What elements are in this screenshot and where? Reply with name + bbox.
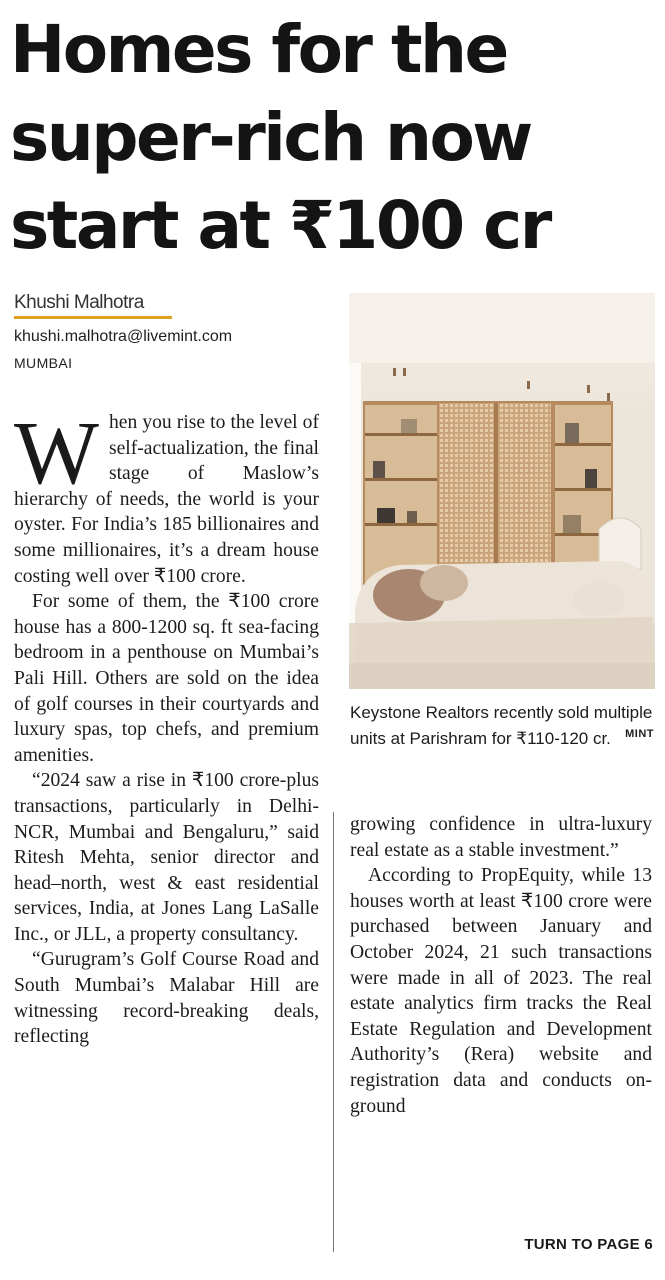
headline-line-3: start at ₹100 cr (10, 187, 550, 264)
photo-credit: MINT (625, 728, 654, 740)
author-name: Khushi Malhotra (14, 292, 172, 319)
continued-on-page[interactable]: TURN TO PAGE 6 (524, 1236, 653, 1253)
author-email[interactable]: khushi.malhotra@livemint.com (14, 328, 233, 345)
drop-cap: W (14, 404, 99, 503)
paragraph-3: “2024 saw a rise in ₹100 crore-plus transactions, particularly in Delhi-NCR, Mumbai and Bengaluru,” said Ritesh Mehta, senior director and head–north, west & east residential services, India, at Jones Lang LaSalle Inc., or JLL, a property consultancy. (14, 770, 319, 945)
living-room-photo (349, 293, 655, 689)
paragraph-4-continued: growing confidence in ultra-luxury real estate as a stable investment.” (350, 814, 652, 861)
byline (14, 292, 232, 371)
paragraph-1 (14, 404, 319, 589)
paragraph-1-text: hen you rise to the level of self-actualization, the final stage of Maslow’s hierarchy of needs, the world is your oyster. For India’s 185 billionaires and some millionaires, it’s a dream house costing well over ₹100 crore. (14, 412, 319, 587)
column-divider (333, 812, 334, 1252)
dateline-location: MUMBAI (14, 355, 73, 371)
headline-line-2: super-rich now (10, 99, 531, 176)
headline-line-1: Homes for the (10, 11, 507, 88)
paragraph-5: According to PropEquity, while 13 houses worth at least ₹100 crore were purchased between January and October 2024, 21 such transactions were made in all of 2023. The real estate analytics firm tracks the Real Estate Regulation and Development Authority’s (Rera) website and registration data and conducts on-ground (350, 865, 652, 1117)
paragraph-4-start: “Gurugram’s Golf Course Road and South Mumbai’s Malabar Hill are witnessing record-breaking deals, reflecting (14, 949, 319, 1048)
caption-text: Keystone Realtors recently sold multiple units at Parishram for ₹110-120 cr. (350, 703, 653, 748)
photo-caption (350, 700, 656, 752)
paragraph-2: For some of them, the ₹100 crore house has a 800-1200 sq. ft sea-facing bedroom in a penthouse on Mumbai’s Pali Hill. Others are sold on the idea of golf courses in their courtyards and luxury spas, top chefs, and premium amenities. (14, 591, 319, 766)
headline (10, 6, 660, 270)
article-column-1 (14, 404, 319, 1050)
article-column-2 (350, 812, 652, 1119)
article-photo (349, 293, 655, 689)
